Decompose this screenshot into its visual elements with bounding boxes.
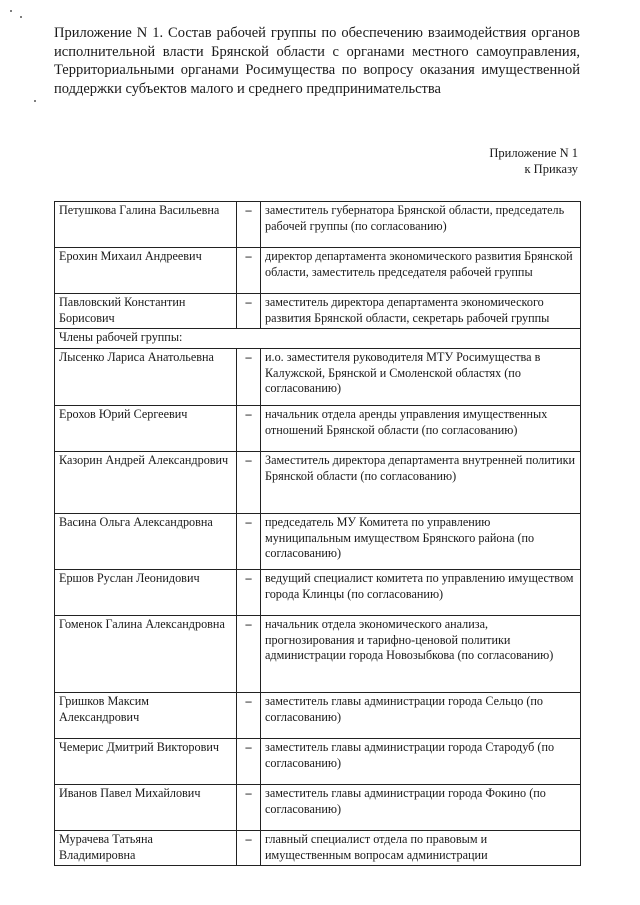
document-title: Приложение N 1. Состав рабочей группы по обеспечению взаимодействия органов исполнительной власти Брянской области с органами местного самоуправления, Территориальными органами Росимущества по вопросу оказания имущественной поддержки субъектов малого и среднего предпринимательства bbox=[54, 25, 580, 97]
table-row bbox=[55, 739, 581, 785]
member-role: начальник отдела аренды управления имущественных отношений Брянской области (по согласованию) bbox=[261, 406, 581, 452]
scan-speck bbox=[20, 16, 22, 18]
dash-separator: – bbox=[237, 616, 261, 693]
dash-separator: – bbox=[237, 693, 261, 739]
dash-separator: – bbox=[237, 452, 261, 514]
member-name: Ершов Руслан Леонидович bbox=[55, 570, 237, 616]
table-row bbox=[55, 406, 581, 452]
table-row bbox=[55, 202, 581, 248]
dash-separator: – bbox=[237, 739, 261, 785]
member-name: Чемерис Дмитрий Викторович bbox=[55, 739, 237, 785]
dash-separator: – bbox=[237, 294, 261, 329]
dash-separator: – bbox=[237, 785, 261, 831]
member-name: Ерохов Юрий Сергеевич bbox=[55, 406, 237, 452]
member-role: Заместитель директора департамента внутренней политики Брянской области (по согласованию) bbox=[261, 452, 581, 514]
member-role: заместитель директора департамента экономического развития Брянской области, секретарь рабочей группы bbox=[261, 294, 581, 329]
scan-speck bbox=[10, 10, 12, 12]
dash-separator: – bbox=[237, 831, 261, 866]
member-role: начальник отдела экономического анализа, прогнозирования и тарифно-ценовой политики администрации города Новозыбкова (по согласованию) bbox=[261, 616, 581, 693]
table-row bbox=[55, 349, 581, 406]
table-row bbox=[55, 570, 581, 616]
member-name: Мурачева Татьяна Владимировна bbox=[55, 831, 237, 866]
member-name: Иванов Павел Михайлович bbox=[55, 785, 237, 831]
member-name: Васина Ольга Александровна bbox=[55, 514, 237, 570]
member-role: ведущий специалист комитета по управлению имуществом города Клинцы (по согласованию) bbox=[261, 570, 581, 616]
dash-separator: – bbox=[237, 406, 261, 452]
member-name: Гоменок Галина Александровна bbox=[55, 616, 237, 693]
working-group-table bbox=[54, 201, 581, 866]
appendix-order-ref: к Приказу bbox=[524, 162, 578, 176]
member-name: Гришков Максим Александрович bbox=[55, 693, 237, 739]
dash-separator: – bbox=[237, 202, 261, 248]
table-row bbox=[55, 514, 581, 570]
dash-separator: – bbox=[237, 570, 261, 616]
member-role: заместитель главы администрации города Фокино (по согласованию) bbox=[261, 785, 581, 831]
member-name: Казорин Андрей Александрович bbox=[55, 452, 237, 514]
dash-separator: – bbox=[237, 248, 261, 294]
table-row bbox=[55, 785, 581, 831]
appendix-reference bbox=[489, 145, 578, 177]
member-name: Петушкова Галина Васильевна bbox=[55, 202, 237, 248]
section-row bbox=[55, 329, 581, 349]
table-row bbox=[55, 831, 581, 866]
member-role: заместитель главы администрации города Сельцо (по согласованию) bbox=[261, 693, 581, 739]
table-row bbox=[55, 616, 581, 693]
table-row bbox=[55, 452, 581, 514]
member-name: Павловский Константин Борисович bbox=[55, 294, 237, 329]
member-role: председатель МУ Комитета по управлению муниципальным имуществом Брянского района (по согласованию) bbox=[261, 514, 581, 570]
table-row bbox=[55, 693, 581, 739]
member-role: и.о. заместителя руководителя МТУ Росимущества в Калужской, Брянской и Смоленской областях (по согласованию) bbox=[261, 349, 581, 406]
scan-speck bbox=[34, 100, 36, 102]
table-row bbox=[55, 248, 581, 294]
member-role: заместитель главы администрации города Стародуб (по согласованию) bbox=[261, 739, 581, 785]
member-name: Ерохин Михаил Андреевич bbox=[55, 248, 237, 294]
table-row bbox=[55, 294, 581, 329]
dash-separator: – bbox=[237, 514, 261, 570]
member-name: Лысенко Лариса Анатольевна bbox=[55, 349, 237, 406]
member-role: главный специалист отдела по правовым и имущественным вопросам администрации bbox=[261, 831, 581, 866]
member-role: заместитель губернатора Брянской области, председатель рабочей группы (по согласованию) bbox=[261, 202, 581, 248]
member-role: директор департамента экономического развития Брянской области, заместитель председателя рабочей группы bbox=[261, 248, 581, 294]
appendix-number: Приложение N 1 bbox=[489, 146, 578, 160]
dash-separator: – bbox=[237, 349, 261, 406]
section-label: Члены рабочей группы: bbox=[55, 329, 581, 349]
